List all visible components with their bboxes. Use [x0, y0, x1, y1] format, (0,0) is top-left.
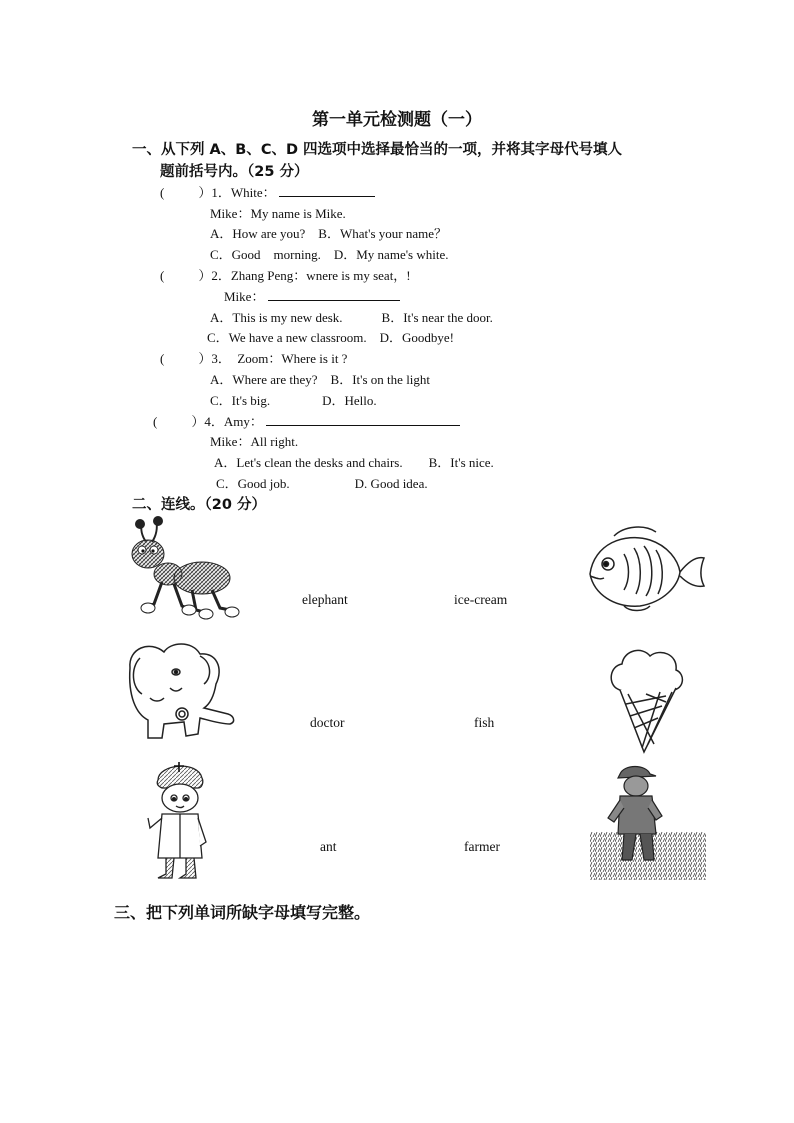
- page-title: 第一单元检测题（一）: [312, 110, 482, 130]
- ice-cream-picture[interactable]: [606, 644, 688, 756]
- ice-cream-icon: [611, 650, 682, 752]
- match-word[interactable]: doctor: [310, 715, 345, 730]
- question-1-options: C．Good morning. D．My name's white.: [210, 247, 449, 262]
- question-2-options: C．We have a new classroom. D．Goodbye!: [207, 330, 454, 345]
- question-1-options: A．How are you? B．What's your name？: [210, 226, 448, 241]
- ant-picture[interactable]: [112, 516, 242, 626]
- question-3-options: C．It's big. D．Hello.: [210, 393, 377, 408]
- elephant-picture[interactable]: [120, 638, 238, 746]
- match-word[interactable]: ant: [320, 839, 337, 854]
- question-2: ( ）2．Zhang Peng：wnere is my seat，!: [160, 268, 411, 283]
- question-1-line: Mike：My name is Mike.: [210, 206, 346, 221]
- match-word[interactable]: farmer: [464, 839, 500, 854]
- fish-picture[interactable]: [584, 524, 710, 614]
- ant-icon: [132, 516, 239, 619]
- farmer-picture[interactable]: [590, 762, 706, 880]
- match-word[interactable]: ice-cream: [454, 592, 508, 607]
- question-4-line: Mike：All right.: [210, 434, 299, 449]
- question-4-options: C．Good job. D. Good idea.: [216, 476, 428, 491]
- question-2-options: A．This is my new desk. B．It's near the door.: [210, 310, 493, 325]
- elephant-icon: [130, 644, 234, 738]
- match-word[interactable]: elephant: [302, 592, 348, 607]
- question-1: ( ）1．White：: [160, 182, 375, 201]
- question-3-options: A．Where are they? B．It's on the light: [210, 372, 431, 387]
- farmer-icon: [590, 767, 706, 881]
- question-4-options: A．Let's clean the desks and chairs. B．It's nice.: [214, 455, 494, 470]
- doctor-icon: [148, 762, 206, 878]
- section1-heading-cont: 题前括号内。（25 分）: [160, 164, 309, 180]
- question-4: ( ）4．Amy：: [153, 411, 460, 430]
- section2-heading: 二、连线。（20 分）: [132, 497, 266, 513]
- doctor-picture[interactable]: [144, 758, 214, 884]
- answer-blank[interactable]: [279, 184, 375, 197]
- answer-blank[interactable]: [268, 288, 400, 301]
- answer-blank[interactable]: [266, 413, 460, 426]
- fish-icon: [590, 527, 704, 610]
- section3-heading: 三、把下列单词所缺字母填写完整。: [114, 903, 371, 922]
- match-word[interactable]: fish: [474, 715, 495, 730]
- question-3: ( ）3． Zoom：Where is it ?: [160, 351, 348, 366]
- section1-heading: 一、从下列 A、B、C、D 四选项中选择最恰当的一项，并将其字母代号填人: [132, 142, 623, 158]
- question-2-line: Mike：: [224, 286, 400, 305]
